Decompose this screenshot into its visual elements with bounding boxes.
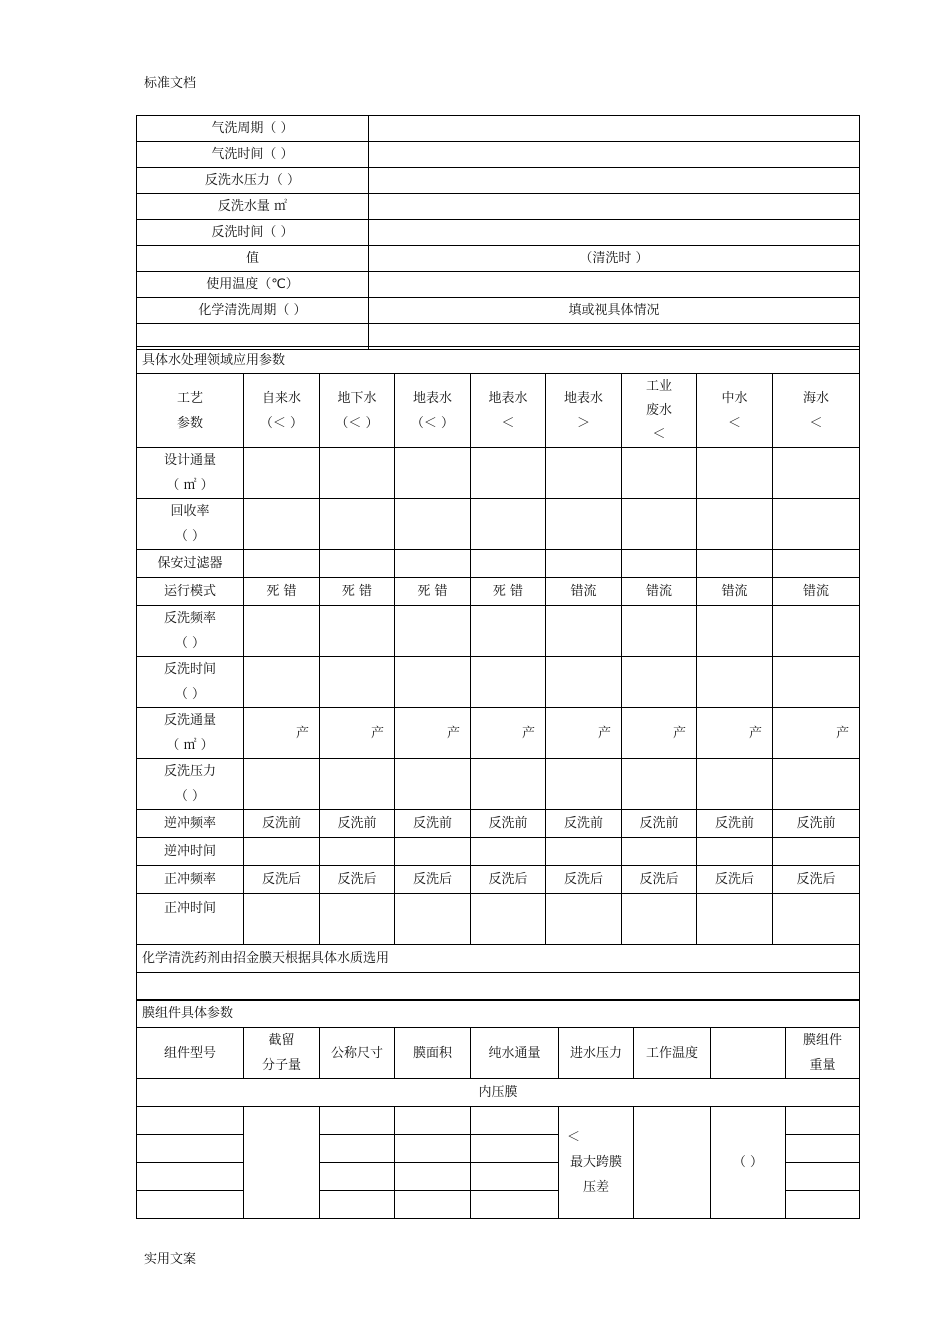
chemical-cleaning-note: 化学清洗药剂由招金膜天根据具体水质选用 xyxy=(137,945,860,973)
backwash-flux-value: 产 xyxy=(395,708,471,759)
param-label: 化学清洗周期（ ） xyxy=(137,298,369,324)
row-label-backwash-flux: 反洗通量 （ ㎡ ） xyxy=(137,708,244,759)
backwash-flux-value: 产 xyxy=(697,708,773,759)
inner-pressure-membrane-label: 内压膜 xyxy=(137,1079,860,1107)
header-process-param: 工艺 参数 xyxy=(137,374,244,448)
header-mwco: 截留 分子量 xyxy=(244,1028,320,1079)
header-operating-temp: 工作温度 xyxy=(634,1028,711,1079)
row-label-forward-flush-time: 正冲时间 xyxy=(137,894,244,945)
param-value xyxy=(369,116,860,142)
param-value xyxy=(369,142,860,168)
header-surface-water-3: 地表水 ＞ xyxy=(546,374,622,448)
backwash-flux-value: 产 xyxy=(320,708,395,759)
reverse-flush-value: 反洗前 xyxy=(697,810,773,838)
forward-flush-value: 反洗后 xyxy=(471,866,546,894)
mwco-cell xyxy=(244,1107,320,1219)
run-mode-value: 错流 xyxy=(697,578,773,606)
param-value xyxy=(369,194,860,220)
header-surface-water-2: 地表水 ＜ xyxy=(471,374,546,448)
section-title: 膜组件具体参数 xyxy=(137,1000,860,1028)
forward-flush-value: 反洗后 xyxy=(546,866,622,894)
reverse-flush-value: 反洗前 xyxy=(773,810,860,838)
run-mode-value: 死 错 xyxy=(244,578,320,606)
row-label-recovery: 回收率 （ ） xyxy=(137,499,244,550)
param-value xyxy=(369,272,860,298)
param-label: 反洗时间（ ） xyxy=(137,220,369,246)
forward-flush-value: 反洗后 xyxy=(773,866,860,894)
param-label: 气洗时间（ ） xyxy=(137,142,369,168)
header-groundwater: 地下水 （＜ ） xyxy=(320,374,395,448)
reverse-flush-value: 反洗前 xyxy=(622,810,697,838)
paren-cell: （ ） xyxy=(711,1107,786,1219)
backwash-flux-value: 产 xyxy=(471,708,546,759)
backwash-flux-value: 产 xyxy=(622,708,697,759)
header-surface-water-1: 地表水 （＜ ） xyxy=(395,374,471,448)
param-label: 值 xyxy=(137,246,369,272)
param-label: 使用温度（℃） xyxy=(137,272,369,298)
forward-flush-value: 反洗后 xyxy=(697,866,773,894)
header-seawater: 海水 ＜ xyxy=(773,374,860,448)
forward-flush-value: 反洗后 xyxy=(320,866,395,894)
cleaning-params-table xyxy=(136,115,860,350)
blank-row xyxy=(137,973,860,1001)
reverse-flush-value: 反洗前 xyxy=(244,810,320,838)
reverse-flush-value: 反洗前 xyxy=(320,810,395,838)
reverse-flush-value: 反洗前 xyxy=(395,810,471,838)
operating-temp-cell xyxy=(634,1107,711,1219)
param-value xyxy=(369,220,860,246)
backwash-flux-value: 产 xyxy=(773,708,860,759)
forward-flush-value: 反洗后 xyxy=(244,866,320,894)
header-feed-pressure: 进水压力 xyxy=(559,1028,634,1079)
backwash-flux-value: 产 xyxy=(244,708,320,759)
run-mode-value: 错流 xyxy=(546,578,622,606)
row-label-backwash-pressure: 反洗压力 （ ） xyxy=(137,759,244,810)
section-title: 具体水处理领域应用参数 xyxy=(137,347,860,374)
param-value: 填或视具体情况 xyxy=(369,298,860,324)
row-label-forward-flush-frequency: 正冲频率 xyxy=(137,866,244,894)
header-nominal-size: 公称尺寸 xyxy=(320,1028,395,1079)
membrane-module-table xyxy=(136,999,860,1219)
page-header: 标准文档 xyxy=(144,76,197,91)
header-tap-water: 自来水 （＜ ） xyxy=(244,374,320,448)
page-footer: 实用文案 xyxy=(144,1252,197,1267)
header-industrial-wastewater: 工业 废水 ＜ xyxy=(622,374,697,448)
row-label-backwash-frequency: 反洗频率 （ ） xyxy=(137,606,244,657)
param-value: （清洗时 ） xyxy=(369,246,860,272)
param-value xyxy=(369,168,860,194)
reverse-flush-value: 反洗前 xyxy=(471,810,546,838)
header-blank xyxy=(711,1028,786,1079)
backwash-flux-value: 产 xyxy=(546,708,622,759)
application-params-table xyxy=(136,346,860,1001)
header-membrane-area: 膜面积 xyxy=(395,1028,471,1079)
param-label: 反洗水压力（ ） xyxy=(137,168,369,194)
run-mode-value: 死 错 xyxy=(471,578,546,606)
max-tmp-cell: ＜ 最大跨膜 压差 xyxy=(559,1107,634,1219)
row-label-run-mode: 运行模式 xyxy=(137,578,244,606)
row-label-reverse-flush-time: 逆冲时间 xyxy=(137,838,244,866)
row-label-reverse-flush-frequency: 逆冲频率 xyxy=(137,810,244,838)
run-mode-value: 错流 xyxy=(773,578,860,606)
run-mode-value: 死 错 xyxy=(395,578,471,606)
forward-flush-value: 反洗后 xyxy=(395,866,471,894)
row-label-design-flux: 设计通量 （ ㎡ ） xyxy=(137,448,244,499)
header-reclaimed-water: 中水 ＜ xyxy=(697,374,773,448)
reverse-flush-value: 反洗前 xyxy=(546,810,622,838)
header-module-model: 组件型号 xyxy=(137,1028,244,1079)
run-mode-value: 死 错 xyxy=(320,578,395,606)
header-pure-water-flux: 纯水通量 xyxy=(471,1028,559,1079)
row-label-security-filter: 保安过滤器 xyxy=(137,550,244,578)
run-mode-value: 错流 xyxy=(622,578,697,606)
header-module-weight: 膜组件 重量 xyxy=(786,1028,860,1079)
param-label: 气洗周期（ ） xyxy=(137,116,369,142)
forward-flush-value: 反洗后 xyxy=(622,866,697,894)
row-label-backwash-time: 反洗时间 （ ） xyxy=(137,657,244,708)
param-label: 反洗水量 ㎡ xyxy=(137,194,369,220)
